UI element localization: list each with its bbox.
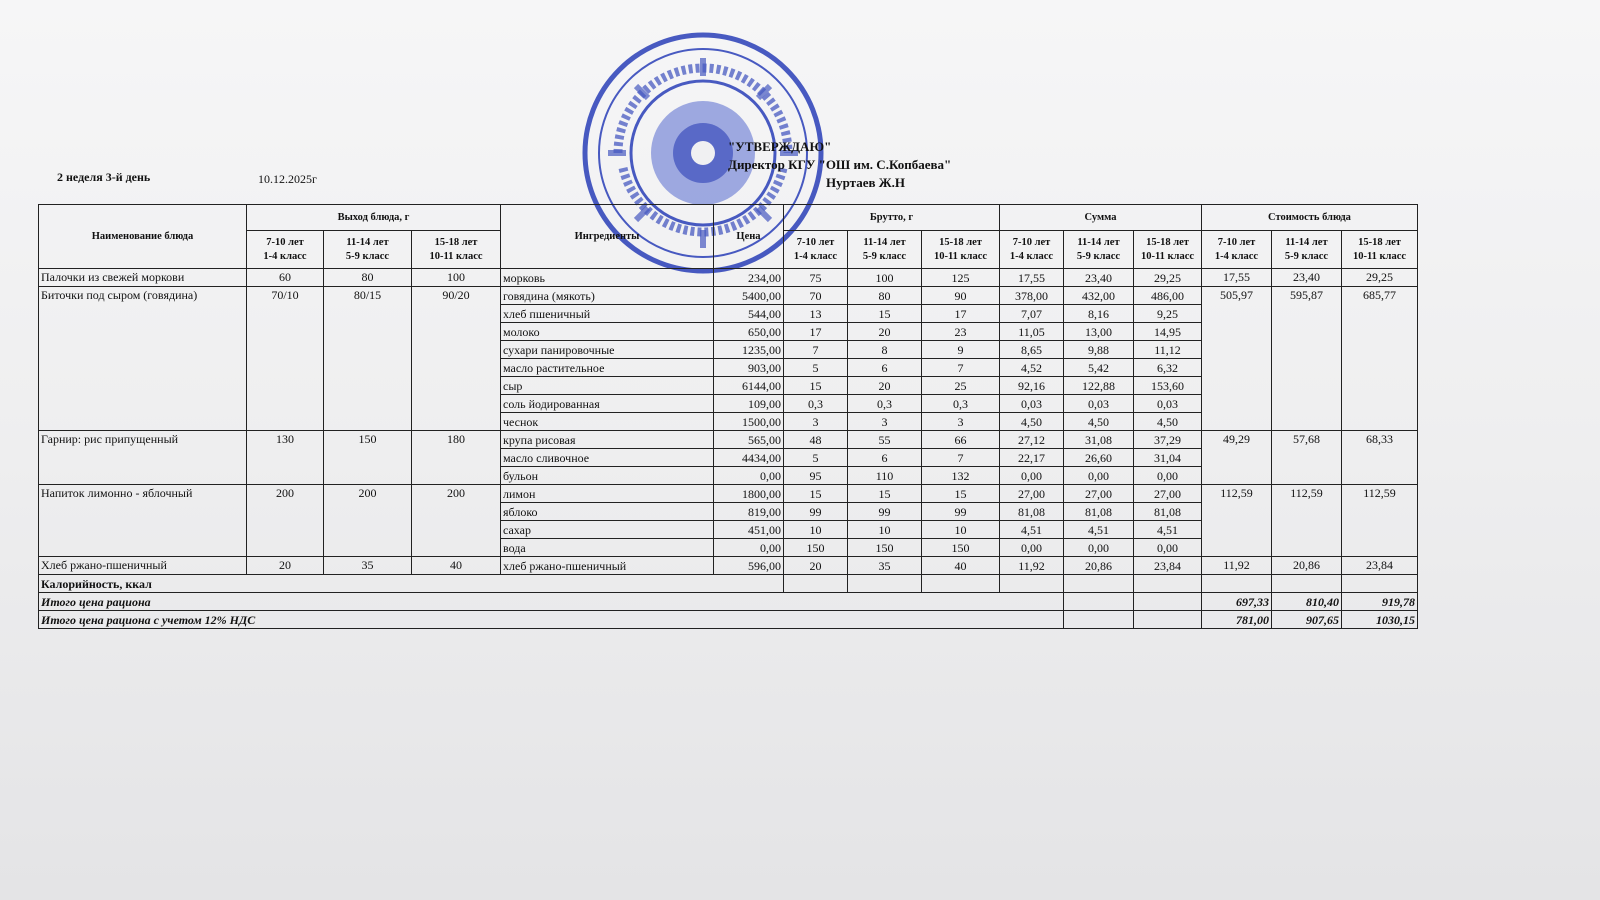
grade-label: 1-4 класс (263, 250, 307, 262)
ingredient-sum: 23,40 (1064, 269, 1134, 287)
empty-cell (784, 575, 848, 593)
table-row (39, 557, 1418, 575)
gross-weight: 20 (848, 323, 922, 341)
empty-cell (922, 575, 1000, 593)
col-gross-age-1 (784, 231, 848, 269)
dish-cost: 68,33 (1342, 431, 1418, 485)
ingredient-sum: 0,03 (1064, 395, 1134, 413)
empty-cell (848, 575, 922, 593)
gross-weight: 15 (784, 485, 848, 503)
table-row (39, 431, 1418, 449)
ingredient-sum: 81,08 (1000, 503, 1064, 521)
grade-label: 1-4 класс (1009, 250, 1054, 262)
ingredient-name: соль йодированная (501, 395, 714, 413)
ingredient-name: лимон (501, 485, 714, 503)
gross-weight: 75 (784, 269, 848, 287)
ingredient-sum: 11,05 (1000, 323, 1064, 341)
dish-output: 100 (412, 269, 501, 287)
gross-weight: 3 (922, 413, 1000, 431)
gross-weight: 66 (922, 431, 1000, 449)
ingredient-sum: 4,51 (1000, 521, 1064, 539)
age-label: 11-14 лет (1077, 236, 1120, 248)
gross-weight: 0,3 (784, 395, 848, 413)
ingredient-name: говядина (мякоть) (501, 287, 714, 305)
gross-weight: 13 (784, 305, 848, 323)
ingredient-price: 451,00 (714, 521, 784, 539)
ingredient-name: сыр (501, 377, 714, 395)
empty-cell (1064, 575, 1134, 593)
gross-weight: 48 (784, 431, 848, 449)
ingredient-sum: 4,52 (1000, 359, 1064, 377)
empty-cell (1342, 575, 1418, 593)
col-sum-age-1 (1000, 231, 1064, 269)
grade-label: 1-4 класс (1214, 250, 1259, 262)
age-label: 15-18 лет (939, 236, 982, 248)
gross-weight: 10 (784, 521, 848, 539)
ingredient-sum: 81,08 (1134, 503, 1202, 521)
col-ingredients: Ингредиенты (501, 205, 714, 269)
dish-output: 80 (324, 269, 412, 287)
empty-cell (1202, 575, 1272, 593)
ingredient-name: сухари панировочные (501, 341, 714, 359)
ingredient-price: 819,00 (714, 503, 784, 521)
gross-weight: 95 (784, 467, 848, 485)
age-label: 7-10 лет (796, 236, 835, 248)
ingredient-sum: 0,00 (1064, 467, 1134, 485)
ingredient-sum: 31,08 (1064, 431, 1134, 449)
dish-output: 80/15 (324, 287, 412, 431)
age-label: 7-10 лет (266, 236, 304, 248)
calories-label: Калорийность, ккал (39, 575, 784, 593)
dish-name: Хлеб ржано-пшеничный (39, 557, 247, 575)
gross-weight: 3 (848, 413, 922, 431)
col-sum-age-3 (1134, 231, 1202, 269)
col-dish: Наименование блюда (39, 205, 247, 269)
gross-weight: 23 (922, 323, 1000, 341)
gross-weight: 0,3 (922, 395, 1000, 413)
ingredient-sum: 4,50 (1064, 413, 1134, 431)
ingredient-name: вода (501, 539, 714, 557)
col-output-age-1 (247, 231, 324, 269)
ingredient-price: 1235,00 (714, 341, 784, 359)
grade-label: 10-11 класс (1140, 250, 1195, 262)
gross-weight: 6 (848, 449, 922, 467)
gross-weight: 15 (784, 377, 848, 395)
age-label: 7-10 лет (1012, 236, 1051, 248)
ingredient-name: молоко (501, 323, 714, 341)
gross-weight: 100 (848, 269, 922, 287)
gross-weight: 99 (784, 503, 848, 521)
ingredient-price: 6144,00 (714, 377, 784, 395)
dish-output: 70/10 (247, 287, 324, 431)
approval-block (728, 138, 951, 192)
col-cost-age-3 (1342, 231, 1418, 269)
dish-output: 150 (324, 431, 412, 485)
gross-weight: 99 (922, 503, 1000, 521)
ingredient-sum: 9,88 (1064, 341, 1134, 359)
grade-label: 5-9 класс (1284, 250, 1329, 262)
ingredient-price: 109,00 (714, 395, 784, 413)
grade-label: 5-9 класс (1076, 250, 1121, 262)
gross-weight: 7 (922, 359, 1000, 377)
week-day-label: 2 неделя 3-й день (57, 170, 151, 184)
gross-weight: 110 (848, 467, 922, 485)
dish-name: Гарнир: рис припущенный (39, 431, 247, 485)
ingredient-sum: 4,51 (1064, 521, 1134, 539)
gross-weight: 125 (922, 269, 1000, 287)
ingredient-sum: 11,12 (1134, 341, 1202, 359)
col-output-age-2 (324, 231, 412, 269)
age-label: 15-18 лет (1358, 236, 1401, 248)
ingredient-price: 1800,00 (714, 485, 784, 503)
ingredient-name: бульон (501, 467, 714, 485)
gross-weight: 6 (848, 359, 922, 377)
grade-label: 5-9 класс (862, 250, 907, 262)
gross-weight: 99 (848, 503, 922, 521)
total-price-row-value: 697,33 (1202, 593, 1272, 611)
gross-weight: 55 (848, 431, 922, 449)
approval-title: "УТВЕРЖДАЮ" (728, 139, 832, 154)
age-label: 11-14 лет (1285, 236, 1328, 248)
col-price: Цена (714, 205, 784, 269)
empty-cell (1134, 611, 1202, 629)
gross-weight: 20 (784, 557, 848, 575)
gross-weight: 25 (922, 377, 1000, 395)
ingredient-price: 1500,00 (714, 413, 784, 431)
empty-cell (1064, 593, 1134, 611)
empty-cell (1272, 575, 1342, 593)
gross-weight: 9 (922, 341, 1000, 359)
gross-weight: 15 (922, 485, 1000, 503)
ingredient-price: 596,00 (714, 557, 784, 575)
dish-cost: 23,84 (1342, 557, 1418, 575)
col-sum-age-2 (1064, 231, 1134, 269)
dish-cost: 595,87 (1272, 287, 1342, 431)
age-label: 11-14 лет (863, 236, 906, 248)
gross-weight: 10 (922, 521, 1000, 539)
ingredient-price: 0,00 (714, 539, 784, 557)
ingredient-name: масло сливочное (501, 449, 714, 467)
empty-cell (1064, 611, 1134, 629)
age-label: 11-14 лет (346, 236, 389, 248)
ingredient-sum: 4,50 (1000, 413, 1064, 431)
ingredient-sum: 153,60 (1134, 377, 1202, 395)
dish-cost: 29,25 (1342, 269, 1418, 287)
ingredient-price: 0,00 (714, 467, 784, 485)
ingredient-sum: 20,86 (1064, 557, 1134, 575)
approval-position: Директор КГУ "ОШ им. С.Копбаева" (728, 157, 952, 172)
gross-weight: 35 (848, 557, 922, 575)
ingredient-sum: 27,00 (1000, 485, 1064, 503)
ingredient-sum: 378,00 (1000, 287, 1064, 305)
col-cost-age-1 (1202, 231, 1272, 269)
ingredient-price: 650,00 (714, 323, 784, 341)
gross-weight: 150 (784, 539, 848, 557)
ingredient-sum: 0,00 (1134, 467, 1202, 485)
gross-weight: 3 (784, 413, 848, 431)
col-output-age-3 (412, 231, 501, 269)
dish-name: Биточки под сыром (говядина) (39, 287, 247, 431)
dish-output: 20 (247, 557, 324, 575)
gross-weight: 7 (784, 341, 848, 359)
ingredient-sum: 432,00 (1064, 287, 1134, 305)
ingredient-sum: 26,60 (1064, 449, 1134, 467)
ingredient-name: масло растительное (501, 359, 714, 377)
ingredient-name: хлеб ржано-пшеничный (501, 557, 714, 575)
dish-cost: 112,59 (1202, 485, 1272, 557)
calories-row (39, 575, 1418, 593)
ingredient-sum: 17,55 (1000, 269, 1064, 287)
gross-weight: 150 (922, 539, 1000, 557)
ingredient-sum: 13,00 (1064, 323, 1134, 341)
grade-label: 10-11 класс (429, 250, 483, 262)
dish-name: Палочки из свежей моркови (39, 269, 247, 287)
age-label: 7-10 лет (1217, 236, 1256, 248)
ingredient-sum: 8,65 (1000, 341, 1064, 359)
dish-cost: 11,92 (1202, 557, 1272, 575)
gross-weight: 132 (922, 467, 1000, 485)
total-price-row-value: 919,78 (1342, 593, 1418, 611)
empty-cell (1134, 593, 1202, 611)
dish-name: Напиток лимонно - яблочный (39, 485, 247, 557)
ingredient-price: 4434,00 (714, 449, 784, 467)
gross-weight: 7 (922, 449, 1000, 467)
ingredient-name: крупа рисовая (501, 431, 714, 449)
ingredient-name: чеснок (501, 413, 714, 431)
grade-label: 10-11 класс (1352, 250, 1407, 262)
dish-cost: 20,86 (1272, 557, 1342, 575)
dish-cost: 112,59 (1342, 485, 1418, 557)
gross-weight: 5 (784, 449, 848, 467)
empty-cell (1000, 575, 1064, 593)
dish-output: 35 (324, 557, 412, 575)
grade-label: 10-11 класс (933, 250, 988, 262)
ingredient-sum: 7,07 (1000, 305, 1064, 323)
ingredient-sum: 92,16 (1000, 377, 1064, 395)
total-price-row (39, 593, 1418, 611)
ingredient-sum: 0,03 (1000, 395, 1064, 413)
total-vat-row-value: 1030,15 (1342, 611, 1418, 629)
ingredient-sum: 122,88 (1064, 377, 1134, 395)
ingredient-name: сахар (501, 521, 714, 539)
dish-cost: 685,77 (1342, 287, 1418, 431)
ingredient-price: 5400,00 (714, 287, 784, 305)
gross-weight: 20 (848, 377, 922, 395)
ingredient-sum: 22,17 (1000, 449, 1064, 467)
col-gross: Брутто, г (784, 205, 1000, 231)
ingredient-sum: 0,00 (1000, 539, 1064, 557)
col-sum: Сумма (1000, 205, 1202, 231)
age-label: 15-18 лет (434, 236, 478, 248)
dish-output: 40 (412, 557, 501, 575)
dish-cost: 17,55 (1202, 269, 1272, 287)
ingredient-price: 234,00 (714, 269, 784, 287)
col-gross-age-2 (848, 231, 922, 269)
grade-label: 1-4 класс (793, 250, 838, 262)
ingredient-price: 544,00 (714, 305, 784, 323)
ingredient-sum: 23,84 (1134, 557, 1202, 575)
age-label: 15-18 лет (1146, 236, 1189, 248)
col-cost: Стоимость блюда (1202, 205, 1418, 231)
dish-output: 180 (412, 431, 501, 485)
dish-cost: 49,29 (1202, 431, 1272, 485)
menu-date: 10.12.2025г (258, 172, 317, 186)
ingredient-sum: 0,00 (1000, 467, 1064, 485)
ingredient-sum: 27,00 (1134, 485, 1202, 503)
gross-weight: 5 (784, 359, 848, 377)
total-price-row-label: Итого цена рациона (39, 593, 1064, 611)
ingredient-sum: 4,51 (1134, 521, 1202, 539)
gross-weight: 17 (922, 305, 1000, 323)
ingredient-sum: 0,00 (1134, 539, 1202, 557)
col-output: Выход блюда, г (247, 205, 501, 231)
ingredient-sum: 81,08 (1064, 503, 1134, 521)
ingredient-sum: 37,29 (1134, 431, 1202, 449)
ingredient-price: 565,00 (714, 431, 784, 449)
dish-output: 200 (412, 485, 501, 557)
gross-weight: 15 (848, 485, 922, 503)
dish-cost: 112,59 (1272, 485, 1342, 557)
ingredient-name: яблоко (501, 503, 714, 521)
ingredient-price: 903,00 (714, 359, 784, 377)
dish-output: 200 (247, 485, 324, 557)
gross-weight: 10 (848, 521, 922, 539)
ingredient-sum: 5,42 (1064, 359, 1134, 377)
empty-cell (1134, 575, 1202, 593)
total-vat-row-label: Итого цена рациона с учетом 12% НДС (39, 611, 1064, 629)
gross-weight: 80 (848, 287, 922, 305)
table-row (39, 485, 1418, 503)
total-price-row-value: 810,40 (1272, 593, 1342, 611)
dish-cost: 57,68 (1272, 431, 1342, 485)
total-vat-row (39, 611, 1418, 629)
ingredient-sum: 4,50 (1134, 413, 1202, 431)
ingredient-sum: 6,32 (1134, 359, 1202, 377)
total-vat-row-value: 781,00 (1202, 611, 1272, 629)
gross-weight: 90 (922, 287, 1000, 305)
ingredient-sum: 0,03 (1134, 395, 1202, 413)
ingredient-sum: 11,92 (1000, 557, 1064, 575)
gross-weight: 40 (922, 557, 1000, 575)
ingredient-name: хлеб пшеничный (501, 305, 714, 323)
dish-cost: 505,97 (1202, 287, 1272, 431)
ingredient-sum: 14,95 (1134, 323, 1202, 341)
col-cost-age-2 (1272, 231, 1342, 269)
ingredient-sum: 29,25 (1134, 269, 1202, 287)
dish-output: 130 (247, 431, 324, 485)
table-row (39, 287, 1418, 305)
total-vat-row-value: 907,65 (1272, 611, 1342, 629)
table-row (39, 269, 1418, 287)
ingredient-name: морковь (501, 269, 714, 287)
dish-cost: 23,40 (1272, 269, 1342, 287)
approval-signatory: Нуртаев Ж.Н (826, 175, 905, 190)
grade-label: 5-9 класс (345, 250, 390, 262)
gross-weight: 8 (848, 341, 922, 359)
ingredient-sum: 0,00 (1064, 539, 1134, 557)
ingredient-sum: 8,16 (1064, 305, 1134, 323)
gross-weight: 70 (784, 287, 848, 305)
dish-output: 60 (247, 269, 324, 287)
gross-weight: 150 (848, 539, 922, 557)
ingredient-sum: 31,04 (1134, 449, 1202, 467)
ingredient-sum: 486,00 (1134, 287, 1202, 305)
gross-weight: 0,3 (848, 395, 922, 413)
dish-output: 90/20 (412, 287, 501, 431)
gross-weight: 15 (848, 305, 922, 323)
ingredient-sum: 27,12 (1000, 431, 1064, 449)
gross-weight: 17 (784, 323, 848, 341)
col-gross-age-3 (922, 231, 1000, 269)
ingredient-sum: 27,00 (1064, 485, 1134, 503)
menu-table (38, 204, 1418, 629)
dish-output: 200 (324, 485, 412, 557)
ingredient-sum: 9,25 (1134, 305, 1202, 323)
